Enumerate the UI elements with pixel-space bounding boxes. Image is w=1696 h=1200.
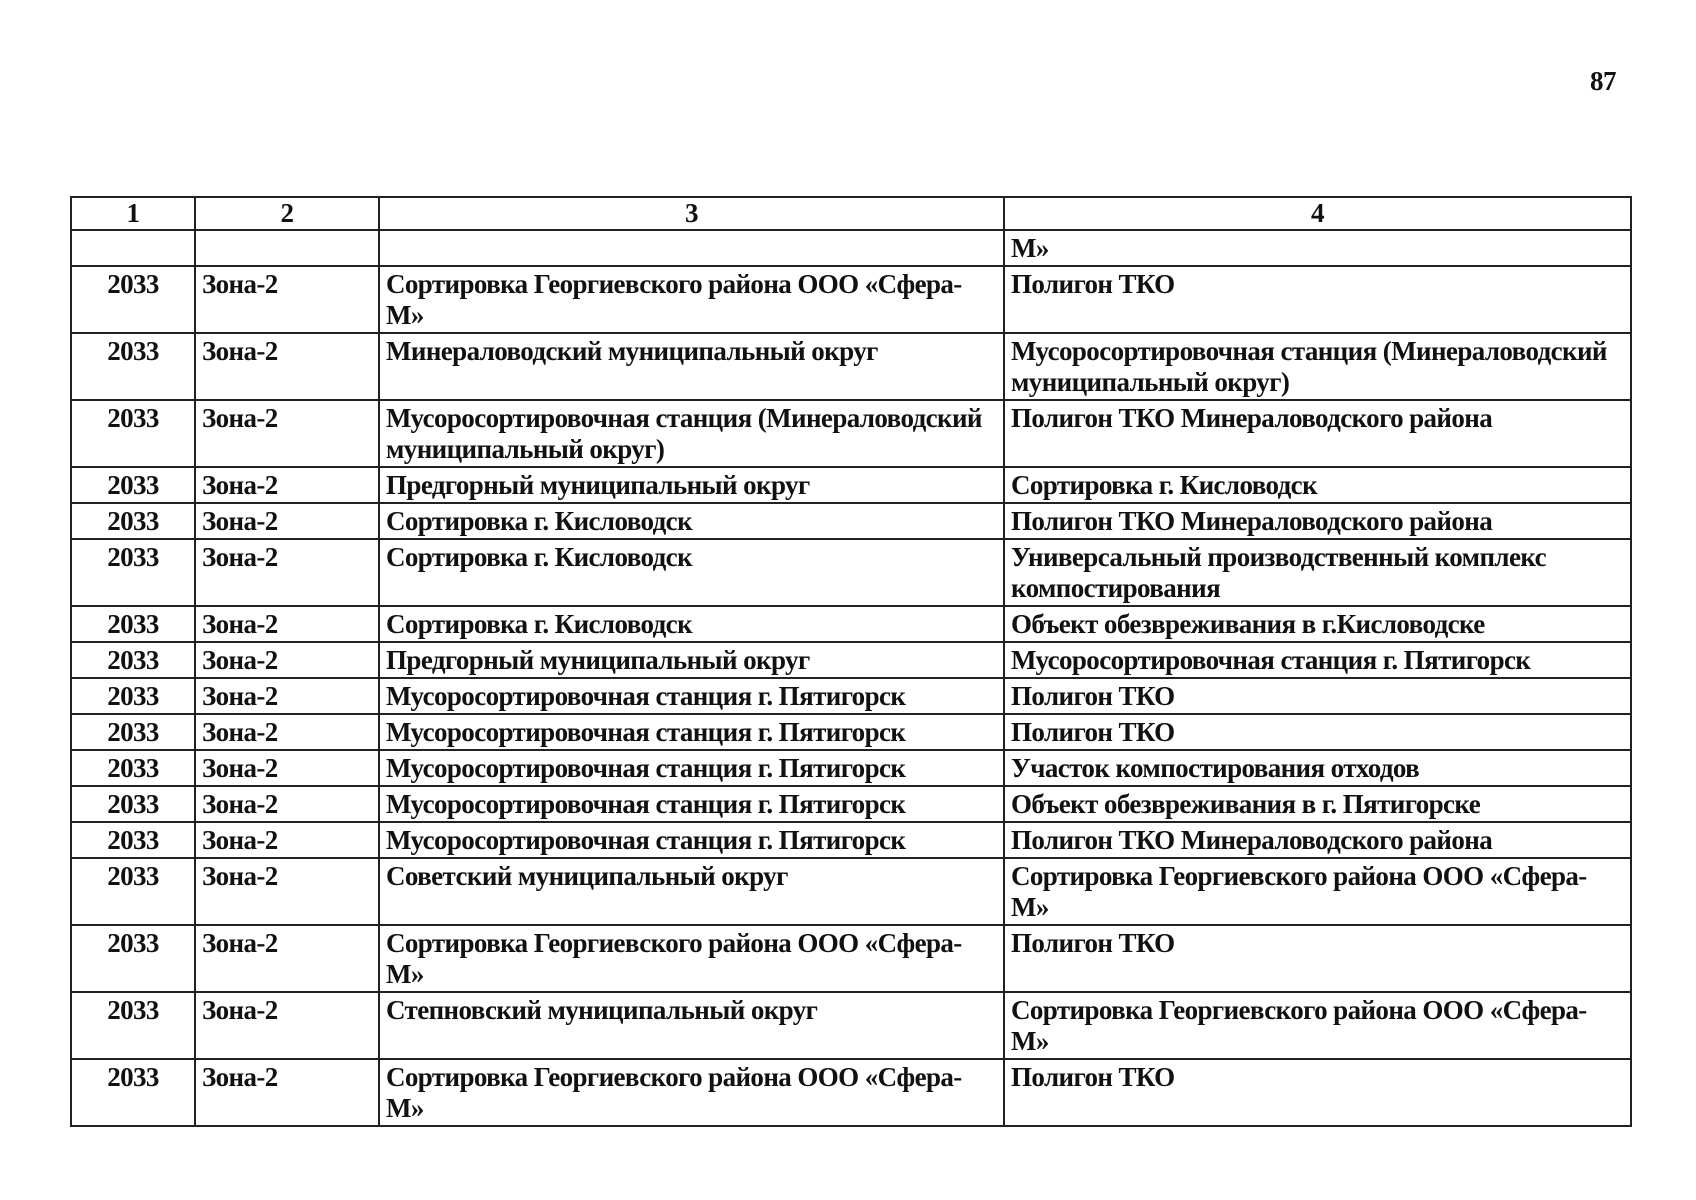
year-cell: 2033 xyxy=(71,822,195,858)
zone-cell: Зона-2 xyxy=(195,642,379,678)
year-cell: 2033 xyxy=(71,503,195,539)
destination-cell: Полигон ТКО xyxy=(1004,925,1631,992)
table-row xyxy=(71,858,1631,925)
zone-cell: Зона-2 xyxy=(195,606,379,642)
year-cell: 2033 xyxy=(71,925,195,992)
source-cell: Сортировка Георгиевского района ООО «Сфера-М» xyxy=(379,925,1004,992)
page-number: 87 xyxy=(1590,66,1616,96)
year-cell: 2033 xyxy=(71,858,195,925)
table-row xyxy=(71,503,1631,539)
table-row xyxy=(71,1059,1631,1126)
year-cell: 2033 xyxy=(71,400,195,467)
zone-cell: Зона-2 xyxy=(195,858,379,925)
column-header: 3 xyxy=(379,197,1004,230)
cell xyxy=(379,230,1004,266)
zone-cell: Зона-2 xyxy=(195,822,379,858)
year-cell: 2033 xyxy=(71,786,195,822)
source-cell: Минераловодский муниципальный округ xyxy=(379,333,1004,400)
table-row xyxy=(71,333,1631,400)
zone-cell: Зона-2 xyxy=(195,503,379,539)
source-cell: Советский муниципальный округ xyxy=(379,858,1004,925)
destination-cell: Сортировка Георгиевского района ООО «Сфера-М» xyxy=(1004,858,1631,925)
source-cell: Сортировка г. Кисловодск xyxy=(379,606,1004,642)
source-cell: Сортировка г. Кисловодск xyxy=(379,503,1004,539)
source-cell: Сортировка г. Кисловодск xyxy=(379,539,1004,606)
destination-cell: Сортировка г. Кисловодск xyxy=(1004,467,1631,503)
table-row xyxy=(71,786,1631,822)
table-row xyxy=(71,400,1631,467)
zone-cell: Зона-2 xyxy=(195,333,379,400)
year-cell: 2033 xyxy=(71,606,195,642)
year-cell: 2033 xyxy=(71,467,195,503)
destination-cell: Объект обезвреживания в г. Пятигорске xyxy=(1004,786,1631,822)
year-cell: 2033 xyxy=(71,333,195,400)
year-cell: 2033 xyxy=(71,1059,195,1126)
destination-cell: Полигон ТКО Минераловодского района xyxy=(1004,822,1631,858)
year-cell: 2033 xyxy=(71,714,195,750)
source-cell: Сортировка Георгиевского района ООО «Сфера-М» xyxy=(379,266,1004,333)
destination-cell: Объект обезвреживания в г.Кисловодске xyxy=(1004,606,1631,642)
destination-cell: Полигон ТКО xyxy=(1004,1059,1631,1126)
source-cell: Предгорный муниципальный округ xyxy=(379,642,1004,678)
zone-cell: Зона-2 xyxy=(195,992,379,1059)
table-row xyxy=(71,606,1631,642)
zone-cell: Зона-2 xyxy=(195,400,379,467)
continuation-row xyxy=(71,230,1631,266)
table-row xyxy=(71,678,1631,714)
source-cell: Мусоросортировочная станция г. Пятигорск xyxy=(379,822,1004,858)
source-cell: Мусоросортировочная станция г. Пятигорск xyxy=(379,786,1004,822)
source-cell: Мусоросортировочная станция г. Пятигорск xyxy=(379,714,1004,750)
year-cell: 2033 xyxy=(71,539,195,606)
source-cell: Степновский муниципальный округ xyxy=(379,992,1004,1059)
source-cell: Мусоросортировочная станция г. Пятигорск xyxy=(379,678,1004,714)
source-cell: Мусоросортировочная станция г. Пятигорск xyxy=(379,750,1004,786)
cell xyxy=(71,230,195,266)
column-header: 4 xyxy=(1004,197,1631,230)
zone-cell: Зона-2 xyxy=(195,539,379,606)
cell: М» xyxy=(1004,230,1631,266)
zone-cell: Зона-2 xyxy=(195,266,379,333)
zone-cell: Зона-2 xyxy=(195,786,379,822)
source-cell: Предгорный муниципальный округ xyxy=(379,467,1004,503)
year-cell: 2033 xyxy=(71,266,195,333)
destination-cell: Участок компостирования отходов xyxy=(1004,750,1631,786)
destination-cell: Полигон ТКО xyxy=(1004,714,1631,750)
zone-cell: Зона-2 xyxy=(195,925,379,992)
routes-table xyxy=(70,196,1632,1127)
column-header: 2 xyxy=(195,197,379,230)
destination-cell: Универсальный производственный комплекс компостирования xyxy=(1004,539,1631,606)
year-cell: 2033 xyxy=(71,992,195,1059)
destination-cell: Сортировка Георгиевского района ООО «Сфера-М» xyxy=(1004,992,1631,1059)
zone-cell: Зона-2 xyxy=(195,714,379,750)
table-row xyxy=(71,714,1631,750)
destination-cell: Полигон ТКО xyxy=(1004,266,1631,333)
table-row xyxy=(71,266,1631,333)
year-cell: 2033 xyxy=(71,678,195,714)
table-row xyxy=(71,539,1631,606)
table-row xyxy=(71,822,1631,858)
destination-cell: Полигон ТКО Минераловодского района xyxy=(1004,400,1631,467)
zone-cell: Зона-2 xyxy=(195,1059,379,1126)
year-cell: 2033 xyxy=(71,642,195,678)
zone-cell: Зона-2 xyxy=(195,750,379,786)
destination-cell: Полигон ТКО Минераловодского района xyxy=(1004,503,1631,539)
table-row xyxy=(71,750,1631,786)
destination-cell: Полигон ТКО xyxy=(1004,678,1631,714)
destination-cell: Мусоросортировочная станция г. Пятигорск xyxy=(1004,642,1631,678)
source-cell: Сортировка Георгиевского района ООО «Сфера-М» xyxy=(379,1059,1004,1126)
table-row xyxy=(71,642,1631,678)
table-row xyxy=(71,925,1631,992)
source-cell: Мусоросортировочная станция (Минераловодский муниципальный округ) xyxy=(379,400,1004,467)
column-header: 1 xyxy=(71,197,195,230)
cell xyxy=(195,230,379,266)
destination-cell: Мусоросортировочная станция (Минераловодский муниципальный округ) xyxy=(1004,333,1631,400)
table-header-row xyxy=(71,197,1631,230)
table-row xyxy=(71,467,1631,503)
zone-cell: Зона-2 xyxy=(195,678,379,714)
zone-cell: Зона-2 xyxy=(195,467,379,503)
year-cell: 2033 xyxy=(71,750,195,786)
table-row xyxy=(71,992,1631,1059)
